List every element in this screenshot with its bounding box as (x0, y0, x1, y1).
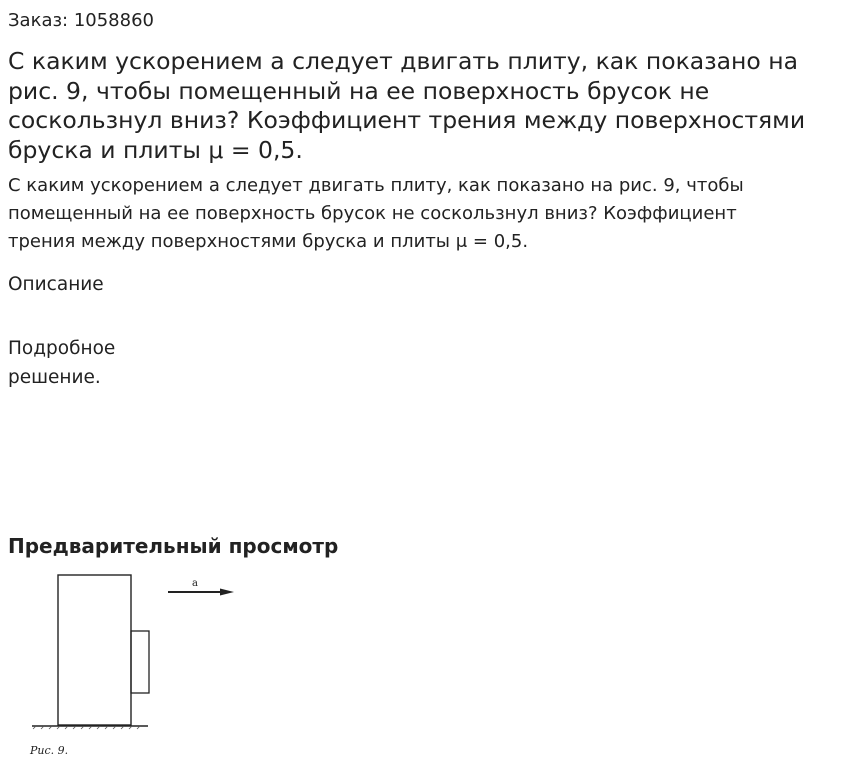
plate (58, 575, 131, 725)
problem-heading: С каким ускорением а следует двигать плиту, как показано на рис. 9, чтобы помещенный на ее поверхность брусок не соскользнул вниз? Коэффициент трения между поверхностями бруска и плиты μ = 0,5. (8, 47, 806, 164)
arrow-head (220, 589, 234, 596)
preview-title: Предварительный просмотр (8, 534, 339, 558)
problem-text: С каким ускорением а следует двигать плиту, как показано на рис. 9, чтобы помещенный на ее поверхность брусок не соскользнул вниз? Коэффициент трения между поверхностями бруска и плиты μ = 0,5. (8, 175, 744, 252)
description-text: Подробное решение. (8, 338, 116, 388)
order-number: Заказ: 1058860 (8, 10, 154, 31)
figure-caption: Рис. 9. (30, 744, 69, 757)
figure-9-plate-block (28, 568, 248, 763)
description-label: Описание (8, 274, 104, 295)
block (131, 631, 149, 693)
acceleration-label: a (192, 578, 198, 589)
